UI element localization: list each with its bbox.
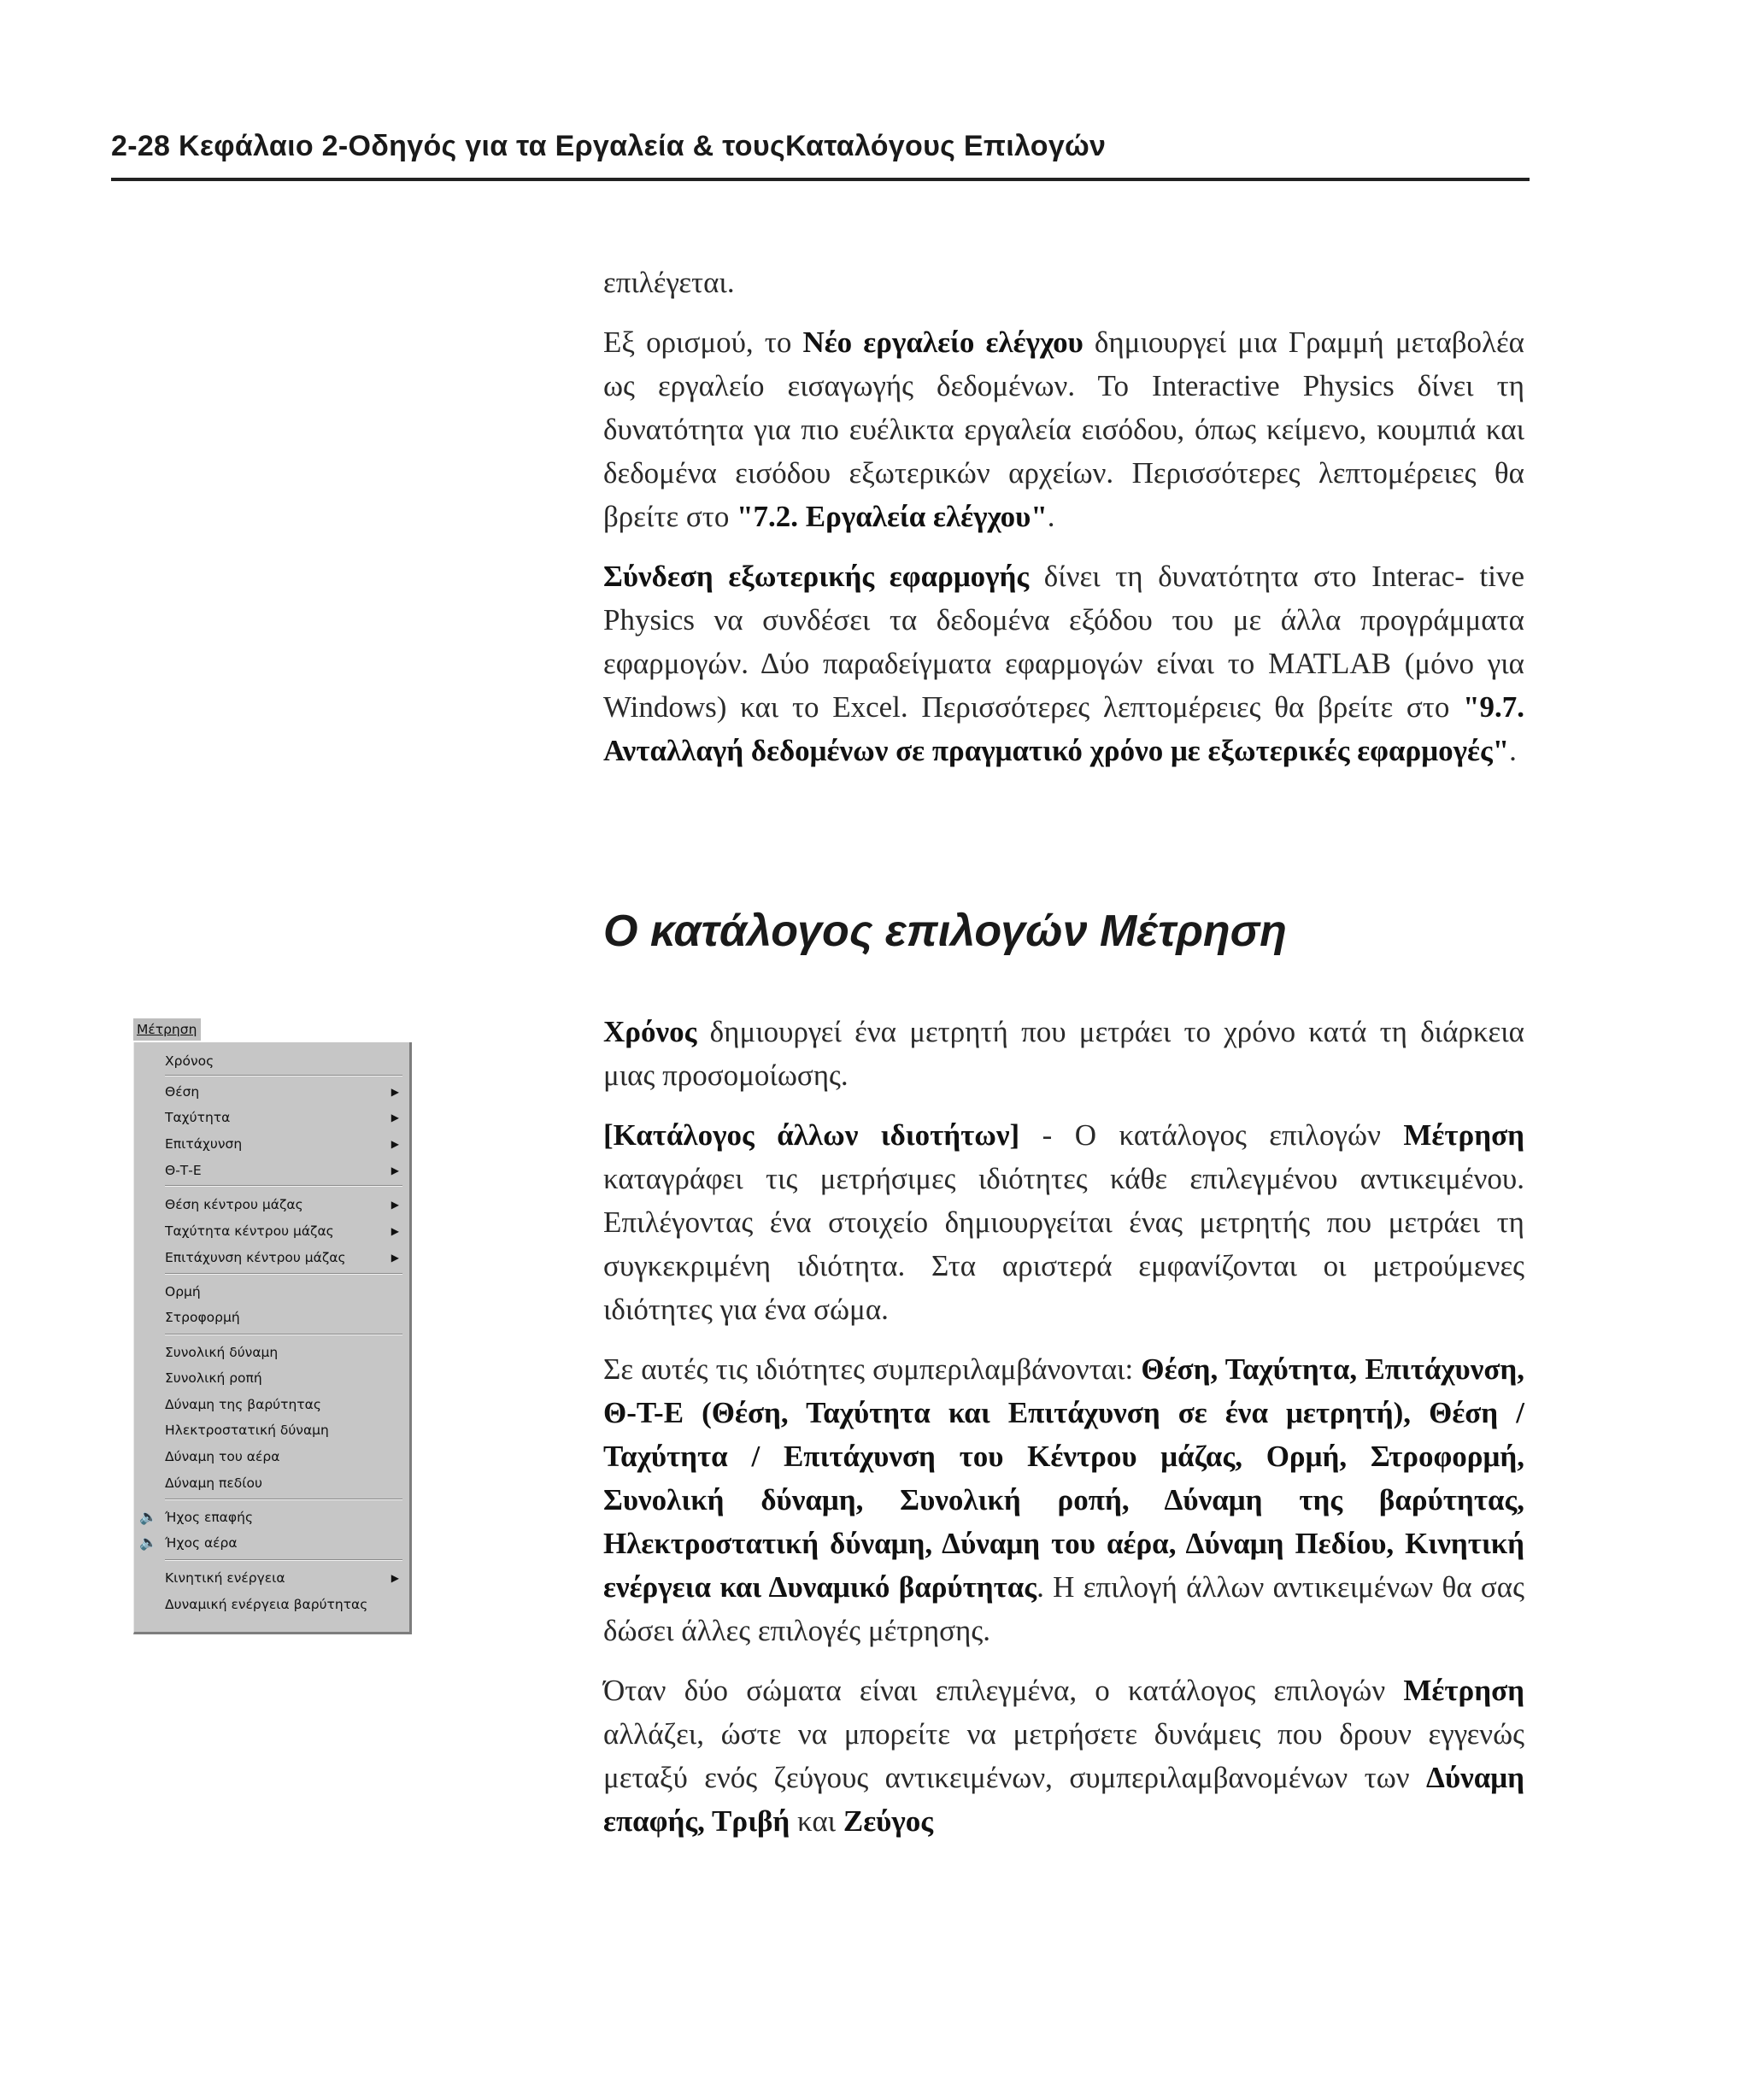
menu-item-label: Δυναμική ενέργεια βαρύτητας (165, 1597, 368, 1612)
submenu-arrow-icon: ▶ (391, 1572, 399, 1584)
submenu-arrow-icon: ▶ (391, 1112, 399, 1123)
menu-item[interactable] (134, 1420, 409, 1440)
menu-item-label: Ηλεκτροστατική δύναμη (165, 1422, 329, 1438)
menu-item[interactable] (134, 1051, 409, 1071)
submenu-arrow-icon: ▶ (391, 1252, 399, 1264)
paragraph: Εξ ορισμού, το Νέο εργαλείο ελέγχου δημιουργεί μια Γραμμή μεταβολέα ως εργαλείο εισαγωγής δεδομένων. Το Interactive Physics δίνει τη δυνατότητα για πιο ευέλικτα εργαλεία εισόδου, όπως κείμενο, κουμπιά και δεδομένα εισόδου εξωτερικών αρχείων. Περισσότερες λεπτομέρειες θα βρείτε στο "7.2. Εργαλεία ελέγχου". (603, 326, 1525, 533)
paragraph: Σύνδεση εξωτερικής εφαρμογής δίνει τη δυνατότητα στο Interac- tive Physics να συνδέσει τα δεδομένα εξόδου του με άλλα προγράμματα εφαρμογών. Δύο παραδείγματα εφαρμογών είναι το MATLAB (μόνο για Windows) και το Excel. Περισσότερες λεπτομέρειες θα βρείτε στο "9.7. Ανταλλαγή δεδομένων σε πραγματικό χρόνο με εξωτερικές εφαρμογές". (603, 560, 1524, 767)
menu-item[interactable] (134, 1446, 409, 1467)
menu-item-label: Κινητική ενέργεια (165, 1570, 285, 1586)
menu-item-label: Επιτάχυνση (165, 1136, 243, 1152)
paragraph: Όταν δύο σώματα είναι επιλεγμένα, ο κατάλογος επιλογών Μέτρηση αλλάζει, ώστε να μπορείτε να μετρήσετε δυνάμεις που δρουν εγγενώς μεταξύ ενός ζεύγους αντικειμένων, συμπεριλαμβανομένων των Δύναμη επαφής, Τριβή και Ζεύγος (603, 1674, 1524, 1838)
menu-item-label: Ταχύτητα κέντρου μάζας (165, 1223, 334, 1239)
section-title: Ο κατάλογος επιλογών Μέτρηση (603, 906, 1287, 956)
menu-separator (165, 1559, 402, 1561)
speaker-icon: 🔈 (139, 1509, 158, 1526)
top-text-column (603, 261, 1524, 789)
menu-separator (165, 1334, 402, 1335)
menu-panel (133, 1042, 412, 1634)
menu-item-label: Ταχύτητα (165, 1110, 231, 1125)
menu-item[interactable] (134, 1368, 409, 1388)
paragraph: Σε αυτές τις ιδιότητες συμπεριλαμβάνονται: Θέση, Ταχύτητα, Επιτάχυνση, Θ-Τ-Ε (Θέση, Ταχύτητα και Επιτάχυνση σε ένα μετρητή), Θέση / Ταχύτητα / Επιτάχυνση του Κέντρου μάζας, Ορμή, Στροφορμή, Συνολική δύναμη, Συνολική ροπή, Δύναμη της βαρύτητας, Ηλεκτροστατική δύναμη, Δύναμη του αέρα, Δύναμη Πεδίου, Κινητική ενέργεια και Δυναμικό βαρύτητας. Η επιλογή άλλων αντικειμένων θα σας δώσει άλλες επιλογές μέτρησης. (603, 1352, 1525, 1647)
menu-item[interactable] (134, 1247, 409, 1268)
menu-item[interactable] (134, 1307, 409, 1328)
menu-item[interactable] (134, 1134, 409, 1154)
submenu-arrow-icon: ▶ (391, 1138, 399, 1150)
menu-separator (165, 1499, 402, 1500)
menu-item-label: Δύναμη της βαρύτητας (165, 1397, 321, 1412)
menu-item[interactable] (134, 1282, 409, 1302)
menu-title[interactable]: Μέτρηση (133, 1018, 201, 1041)
menu-item[interactable] (134, 1221, 409, 1241)
menu-separator (165, 1075, 402, 1076)
menu-item-label: Θέση (165, 1084, 200, 1100)
menu-item-label: Στροφορμή (165, 1310, 240, 1325)
menu-item[interactable] (134, 1082, 409, 1102)
menu-item-label: Ήχος επαφής (165, 1510, 254, 1525)
menu-item-label: Χρόνος (165, 1053, 214, 1069)
submenu-arrow-icon: ▶ (391, 1086, 399, 1098)
menu-item-label: Ήχος αέρα (165, 1535, 238, 1551)
submenu-arrow-icon: ▶ (391, 1164, 399, 1176)
menu-item[interactable] (134, 1160, 409, 1181)
menu-item[interactable] (134, 1533, 409, 1553)
menu-item-label: Επιτάχυνση κέντρου μάζας (165, 1250, 346, 1265)
paragraph: Χρόνος δημιουργεί ένα μετρητή που μετράει το χρόνο κατά τη διάρκεια μιας προσομοίωσης. (603, 1015, 1524, 1092)
speaker-icon: 🔈 (139, 1534, 158, 1552)
menu-item-label: Ορμή (165, 1284, 201, 1299)
menu-separator (165, 1273, 402, 1275)
menu-item-label: Θέση κέντρου μάζας (165, 1197, 303, 1212)
measure-menu-screenshot (133, 1018, 412, 1634)
submenu-arrow-icon: ▶ (391, 1225, 399, 1237)
menu-item[interactable] (134, 1107, 409, 1128)
menu-item[interactable] (134, 1342, 409, 1363)
paragraph: επιλέγεται. (603, 266, 735, 299)
menu-item-label: Δύναμη πεδίου (165, 1475, 262, 1491)
page-header: 2-28 Κεφάλαιο 2-Οδηγός για τα Εργαλεία & τουςΚαταλόγους Επιλογών (111, 130, 1107, 162)
menu-item-label: Συνολική δύναμη (165, 1345, 279, 1360)
menu-item-label: Δύναμη του αέρα (165, 1449, 280, 1464)
menu-separator (165, 1185, 402, 1187)
menu-item[interactable] (134, 1507, 409, 1528)
menu-item[interactable] (134, 1394, 409, 1415)
header-rule (111, 178, 1530, 181)
bottom-text-column (603, 1010, 1524, 1859)
submenu-arrow-icon: ▶ (391, 1199, 399, 1211)
menu-item-label: Συνολική ροπή (165, 1370, 262, 1386)
menu-item[interactable] (134, 1473, 409, 1493)
menu-item[interactable] (134, 1568, 409, 1588)
menu-item-label: Θ-Τ-Ε (165, 1163, 202, 1178)
menu-item[interactable] (134, 1594, 409, 1615)
menu-item[interactable] (134, 1194, 409, 1215)
paragraph: [Κατάλογος άλλων ιδιοτήτων] - Ο κατάλογος επιλογών Μέτρηση καταγράφει τις μετρήσιμες ιδιότητες κάθε επιλεγμένου αντικειμένου. Επιλέγοντας ένα στοιχείο δημιουργείται ένας μετρητής που μετράει τη συγκεκριμένη ιδιότητα. Στα αριστερά εμφανίζονται οι μετρούμενες ιδιότητες για ένα σώμα. (603, 1118, 1524, 1326)
